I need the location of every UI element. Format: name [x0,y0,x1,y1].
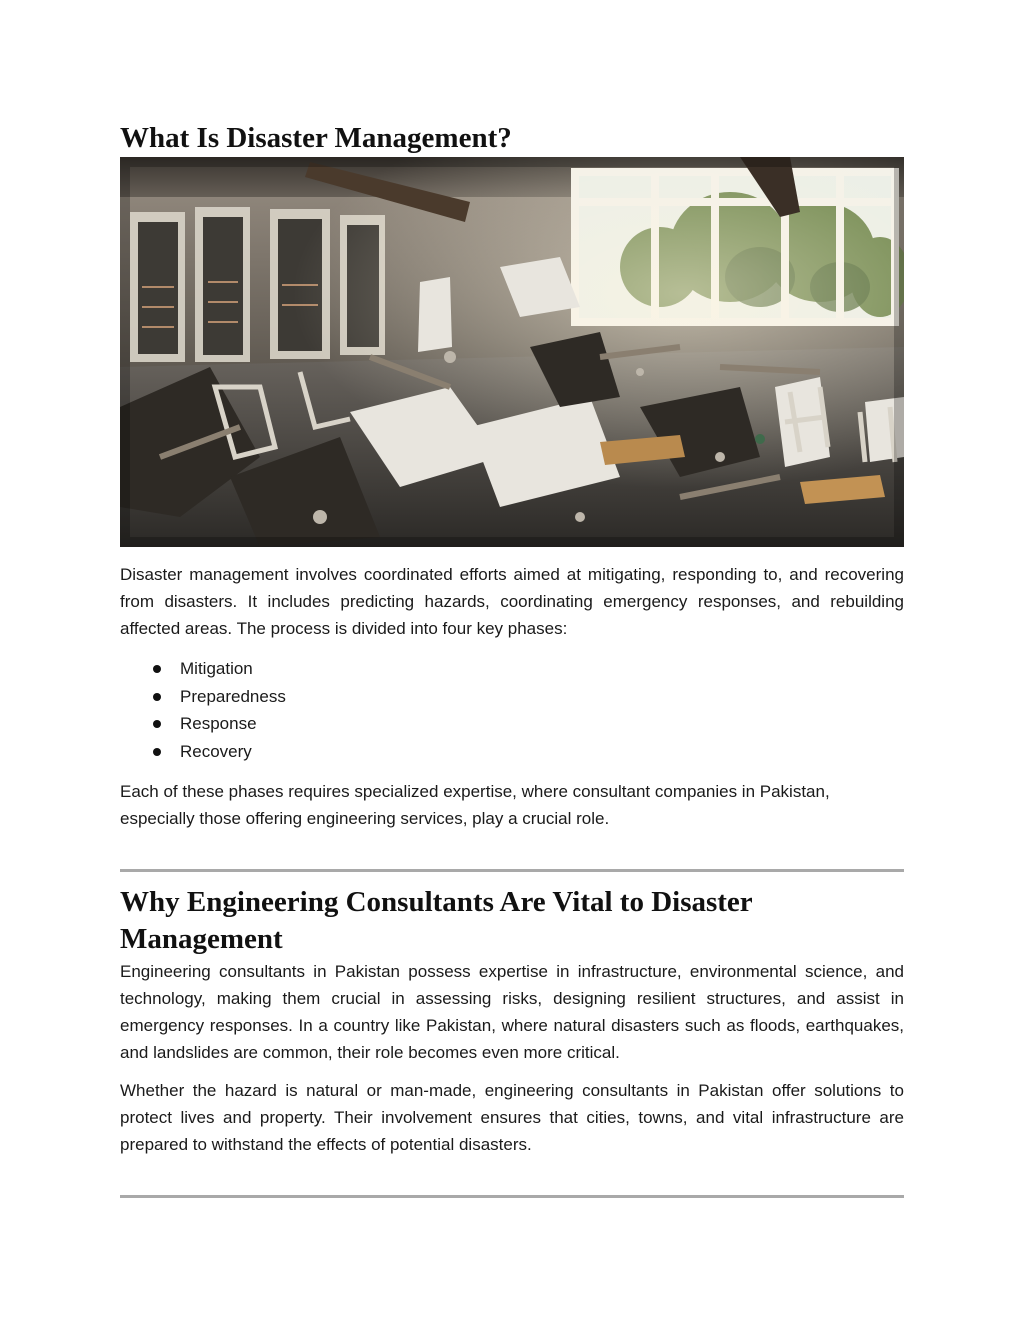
section-divider [120,1195,904,1198]
consultants-paragraph: Engineering consultants in Pakistan possess expertise in infrastructure, environmental science, and technology, making them crucial in assessing risks, designing resilient structures, and assist in emergency responses. In a country like Pakistan, where natural disasters such as floods, earthquakes, and landslides are common, their role becomes even more critical. [120,962,904,1062]
list-item: Recovery [120,738,286,766]
section-divider [120,869,904,872]
section-title-engineering-consultants: Why Engineering Consultants Are Vital to Disaster Management [120,886,753,955]
intro-paragraph: Disaster management involves coordinated efforts aimed at mitigating, responding to, and recovering from disasters. It includes predicting hazards, coordinating emergency responses, and rebuilding affected areas. The process is divided into four key phases: [120,565,904,638]
section-title-disaster-management: What Is Disaster Management? [120,122,512,154]
list-item: Response [120,710,286,738]
phases-list [120,655,286,765]
list-item: Preparedness [120,683,286,711]
list-item: Mitigation [120,655,286,683]
disaster-room-photo [120,157,904,547]
hazard-paragraph: Whether the hazard is natural or man-made, engineering consultants in Pakistan offer solutions to protect lives and property. Their involvement ensures that cities, towns, and vital infrastructure are prepared to withstand the effects of potential disasters. [120,1081,904,1154]
closing-paragraph: Each of these phases requires specialized expertise, where consultant companies in Pakistan, especially those offering engineering services, play a crucial role. [120,782,830,828]
